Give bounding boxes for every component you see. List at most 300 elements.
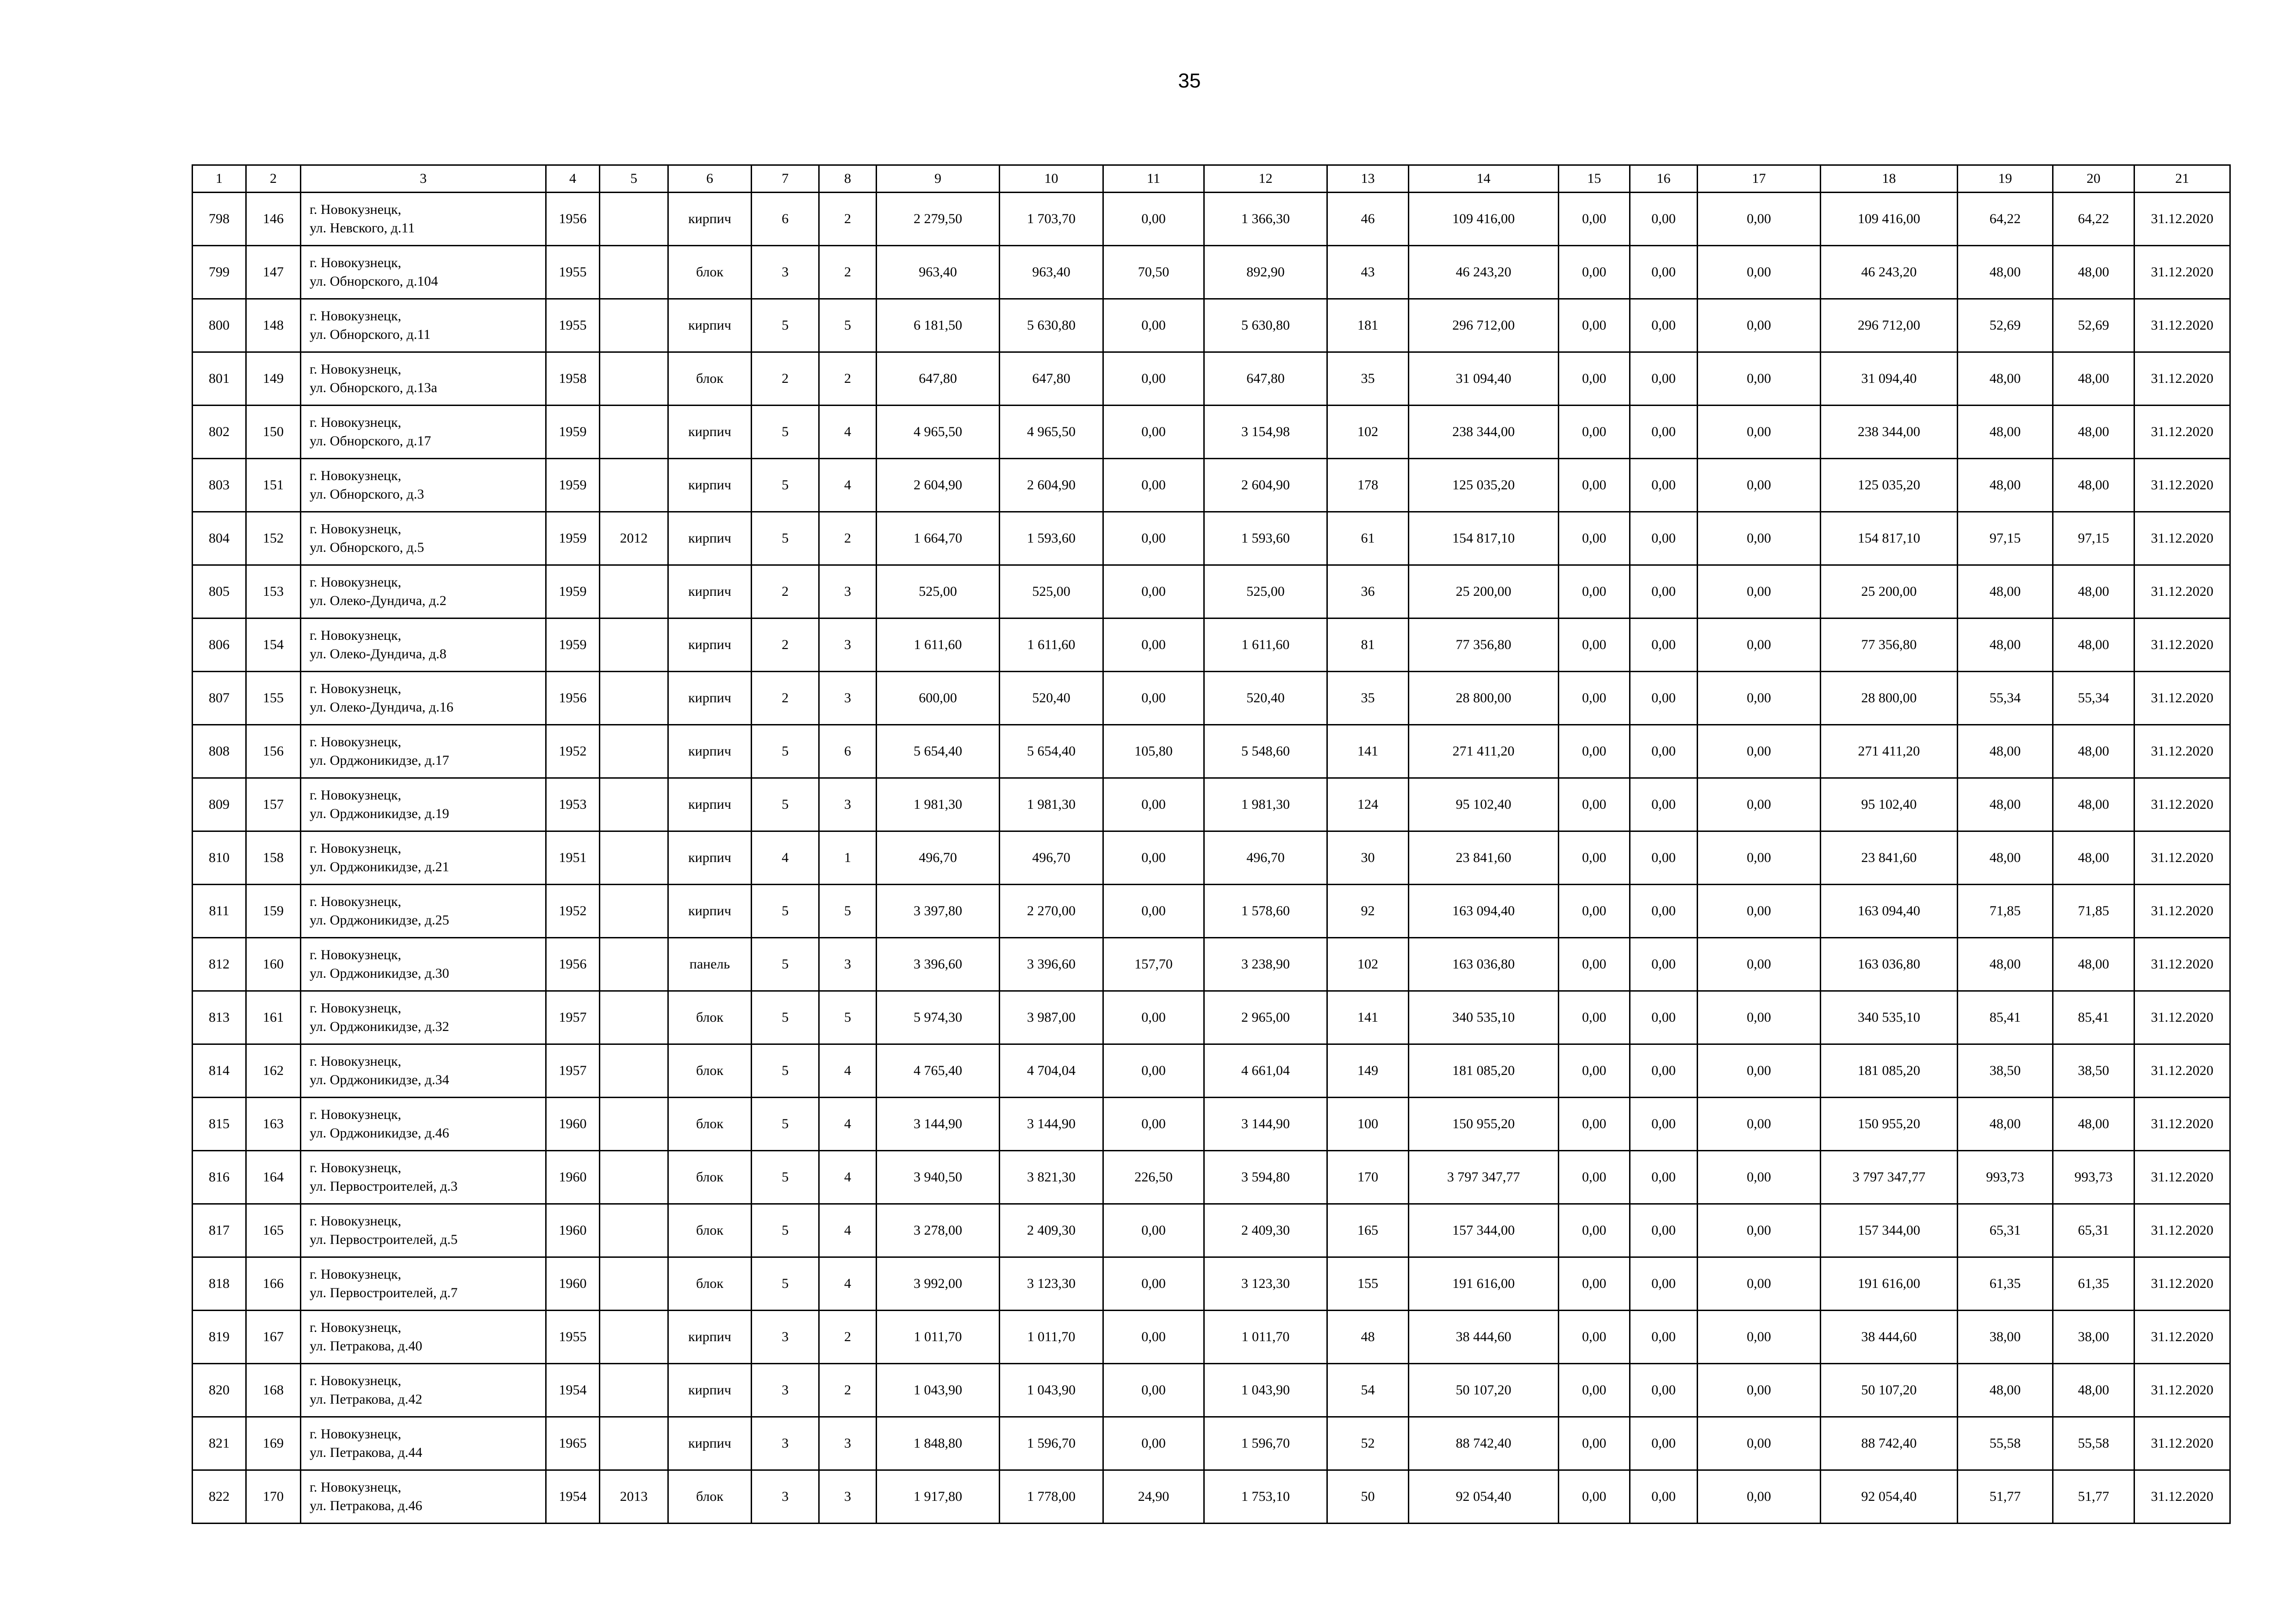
cell-c10: 496,70 <box>1000 831 1103 885</box>
column-header: 14 <box>1409 165 1559 193</box>
cell-date: 31.12.2020 <box>2134 1151 2230 1204</box>
cell-material: панель <box>668 938 752 991</box>
cell-c20: 48,00 <box>2053 459 2134 512</box>
cell-c10: 1 593,60 <box>1000 512 1103 565</box>
cell-date: 31.12.2020 <box>2134 1470 2230 1524</box>
cell-c14: 238 344,00 <box>1409 406 1559 459</box>
cell-c15: 0,00 <box>1559 1417 1630 1470</box>
cell-c13: 102 <box>1327 938 1409 991</box>
cell-k: 154 <box>246 618 301 672</box>
cell-date: 31.12.2020 <box>2134 938 2230 991</box>
cell-c14: 31 094,40 <box>1409 352 1559 406</box>
cell-c20: 48,00 <box>2053 1364 2134 1417</box>
column-header: 20 <box>2053 165 2134 193</box>
cell-repair: 2013 <box>600 1470 668 1524</box>
cell-c9: 963,40 <box>877 246 1000 299</box>
cell-c9: 3 940,50 <box>877 1151 1000 1204</box>
cell-floors: 3 <box>752 246 819 299</box>
cell-c12: 4 661,04 <box>1204 1044 1327 1098</box>
cell-year: 1959 <box>546 618 600 672</box>
cell-c20: 48,00 <box>2053 1098 2134 1151</box>
cell-c20: 48,00 <box>2053 778 2134 831</box>
cell-c9: 496,70 <box>877 831 1000 885</box>
cell-floors: 2 <box>752 618 819 672</box>
cell-c13: 52 <box>1327 1417 1409 1470</box>
cell-c13: 181 <box>1327 299 1409 352</box>
cell-c12: 647,80 <box>1204 352 1327 406</box>
cell-c13: 35 <box>1327 672 1409 725</box>
cell-c19: 65,31 <box>1958 1204 2053 1257</box>
address-cell <box>301 406 546 459</box>
cell-n: 806 <box>193 618 246 672</box>
cell-entrances: 3 <box>819 1417 877 1470</box>
cell-repair <box>600 299 668 352</box>
address-street: ул. Орджоникидзе, д.34 <box>310 1072 449 1087</box>
cell-c19: 55,58 <box>1958 1417 2053 1470</box>
cell-c15: 0,00 <box>1559 1204 1630 1257</box>
cell-c13: 170 <box>1327 1151 1409 1204</box>
cell-c11: 70,50 <box>1103 246 1204 299</box>
table-row <box>193 778 2230 831</box>
cell-c13: 46 <box>1327 193 1409 246</box>
cell-floors: 5 <box>752 459 819 512</box>
cell-year: 1960 <box>546 1257 600 1311</box>
cell-c17: 0,00 <box>1698 831 1821 885</box>
cell-material: кирпич <box>668 618 752 672</box>
cell-c20: 52,69 <box>2053 299 2134 352</box>
address-street: ул. Петракова, д.40 <box>310 1338 423 1354</box>
cell-c12: 1 011,70 <box>1204 1311 1327 1364</box>
cell-entrances: 4 <box>819 1098 877 1151</box>
cell-c9: 1 981,30 <box>877 778 1000 831</box>
cell-year: 1956 <box>546 193 600 246</box>
address-cell <box>301 1257 546 1311</box>
column-header: 8 <box>819 165 877 193</box>
cell-n: 810 <box>193 831 246 885</box>
cell-c10: 2 409,30 <box>1000 1204 1103 1257</box>
cell-c10: 4 704,04 <box>1000 1044 1103 1098</box>
address-street: ул. Орджоникидзе, д.25 <box>310 912 449 928</box>
header-row <box>193 165 2230 193</box>
cell-c16: 0,00 <box>1630 459 1698 512</box>
cell-material: кирпич <box>668 1417 752 1470</box>
cell-c12: 892,90 <box>1204 246 1327 299</box>
cell-c20: 55,34 <box>2053 672 2134 725</box>
cell-c18: 109 416,00 <box>1821 193 1958 246</box>
cell-year: 1958 <box>546 352 600 406</box>
cell-floors: 5 <box>752 1204 819 1257</box>
cell-c9: 4 765,40 <box>877 1044 1000 1098</box>
cell-c15: 0,00 <box>1559 1044 1630 1098</box>
cell-c12: 2 409,30 <box>1204 1204 1327 1257</box>
cell-c16: 0,00 <box>1630 991 1698 1044</box>
cell-date: 31.12.2020 <box>2134 512 2230 565</box>
cell-c10: 1 043,90 <box>1000 1364 1103 1417</box>
cell-c19: 38,00 <box>1958 1311 2053 1364</box>
column-header: 15 <box>1559 165 1630 193</box>
cell-c15: 0,00 <box>1559 565 1630 618</box>
cell-c11: 0,00 <box>1103 406 1204 459</box>
cell-c15: 0,00 <box>1559 352 1630 406</box>
column-header: 18 <box>1821 165 1958 193</box>
cell-c12: 496,70 <box>1204 831 1327 885</box>
cell-floors: 5 <box>752 778 819 831</box>
cell-c17: 0,00 <box>1698 778 1821 831</box>
cell-c12: 2 604,90 <box>1204 459 1327 512</box>
cell-c16: 0,00 <box>1630 352 1698 406</box>
cell-year: 1959 <box>546 565 600 618</box>
cell-k: 159 <box>246 885 301 938</box>
cell-date: 31.12.2020 <box>2134 1098 2230 1151</box>
cell-material: кирпич <box>668 512 752 565</box>
address-city: г. Новокузнецк, <box>310 681 402 696</box>
cell-n: 808 <box>193 725 246 778</box>
cell-c15: 0,00 <box>1559 725 1630 778</box>
cell-n: 809 <box>193 778 246 831</box>
housing-registry-table <box>192 164 2231 1524</box>
cell-repair <box>600 406 668 459</box>
address-cell <box>301 885 546 938</box>
cell-entrances: 3 <box>819 938 877 991</box>
cell-date: 31.12.2020 <box>2134 299 2230 352</box>
cell-c19: 52,69 <box>1958 299 2053 352</box>
cell-n: 805 <box>193 565 246 618</box>
address-cell <box>301 246 546 299</box>
cell-repair <box>600 938 668 991</box>
cell-k: 152 <box>246 512 301 565</box>
cell-c16: 0,00 <box>1630 565 1698 618</box>
cell-c12: 1 578,60 <box>1204 885 1327 938</box>
address-cell <box>301 193 546 246</box>
cell-c14: 3 797 347,77 <box>1409 1151 1559 1204</box>
cell-k: 164 <box>246 1151 301 1204</box>
cell-c17: 0,00 <box>1698 299 1821 352</box>
cell-floors: 5 <box>752 1151 819 1204</box>
cell-c10: 3 123,30 <box>1000 1257 1103 1311</box>
address-cell <box>301 459 546 512</box>
cell-repair <box>600 1044 668 1098</box>
address-cell <box>301 1098 546 1151</box>
cell-k: 146 <box>246 193 301 246</box>
cell-entrances: 2 <box>819 352 877 406</box>
cell-c15: 0,00 <box>1559 618 1630 672</box>
cell-k: 157 <box>246 778 301 831</box>
column-header: 9 <box>877 165 1000 193</box>
cell-c9: 647,80 <box>877 352 1000 406</box>
address-street: ул. Обнорского, д.3 <box>310 487 424 502</box>
cell-entrances: 2 <box>819 193 877 246</box>
cell-c17: 0,00 <box>1698 991 1821 1044</box>
cell-k: 166 <box>246 1257 301 1311</box>
cell-floors: 5 <box>752 1098 819 1151</box>
cell-c20: 97,15 <box>2053 512 2134 565</box>
cell-c12: 5 630,80 <box>1204 299 1327 352</box>
cell-c10: 647,80 <box>1000 352 1103 406</box>
cell-c9: 3 397,80 <box>877 885 1000 938</box>
cell-c17: 0,00 <box>1698 672 1821 725</box>
cell-c20: 38,50 <box>2053 1044 2134 1098</box>
cell-k: 156 <box>246 725 301 778</box>
cell-c16: 0,00 <box>1630 1364 1698 1417</box>
cell-material: блок <box>668 1151 752 1204</box>
cell-c10: 1 981,30 <box>1000 778 1103 831</box>
table-row <box>193 1470 2230 1524</box>
cell-c9: 5 974,30 <box>877 991 1000 1044</box>
cell-c13: 124 <box>1327 778 1409 831</box>
cell-c11: 0,00 <box>1103 885 1204 938</box>
cell-c15: 0,00 <box>1559 512 1630 565</box>
cell-year: 1955 <box>546 246 600 299</box>
cell-date: 31.12.2020 <box>2134 1417 2230 1470</box>
cell-c14: 50 107,20 <box>1409 1364 1559 1417</box>
cell-c19: 48,00 <box>1958 778 2053 831</box>
cell-material: кирпич <box>668 831 752 885</box>
cell-c14: 157 344,00 <box>1409 1204 1559 1257</box>
cell-c13: 92 <box>1327 885 1409 938</box>
cell-material: блок <box>668 1044 752 1098</box>
address-street: ул. Первостроителей, д.3 <box>310 1179 458 1194</box>
address-cell <box>301 1470 546 1524</box>
address-street: ул. Петракова, д.44 <box>310 1445 423 1460</box>
cell-c19: 61,35 <box>1958 1257 2053 1311</box>
cell-c10: 963,40 <box>1000 246 1103 299</box>
cell-n: 820 <box>193 1364 246 1417</box>
address-street: ул. Обнорского, д.104 <box>310 274 438 289</box>
cell-n: 817 <box>193 1204 246 1257</box>
address-city: г. Новокузнецк, <box>310 308 402 324</box>
cell-n: 819 <box>193 1311 246 1364</box>
table-row <box>193 938 2230 991</box>
cell-repair <box>600 352 668 406</box>
cell-material: блок <box>668 246 752 299</box>
cell-c11: 0,00 <box>1103 352 1204 406</box>
cell-date: 31.12.2020 <box>2134 672 2230 725</box>
cell-n: 802 <box>193 406 246 459</box>
cell-c11: 0,00 <box>1103 1098 1204 1151</box>
cell-c13: 155 <box>1327 1257 1409 1311</box>
cell-c12: 3 123,30 <box>1204 1257 1327 1311</box>
cell-c18: 271 411,20 <box>1821 725 1958 778</box>
cell-c9: 3 278,00 <box>877 1204 1000 1257</box>
cell-c16: 0,00 <box>1630 193 1698 246</box>
cell-floors: 5 <box>752 512 819 565</box>
table-body <box>193 193 2230 1524</box>
cell-c13: 48 <box>1327 1311 1409 1364</box>
cell-c14: 23 841,60 <box>1409 831 1559 885</box>
address-city: г. Новокузнецк, <box>310 787 402 803</box>
cell-floors: 3 <box>752 1311 819 1364</box>
cell-c11: 0,00 <box>1103 512 1204 565</box>
cell-c13: 35 <box>1327 352 1409 406</box>
cell-c19: 48,00 <box>1958 459 2053 512</box>
cell-c13: 165 <box>1327 1204 1409 1257</box>
cell-c19: 64,22 <box>1958 193 2053 246</box>
cell-k: 165 <box>246 1204 301 1257</box>
cell-c16: 0,00 <box>1630 299 1698 352</box>
table-row <box>193 565 2230 618</box>
cell-floors: 6 <box>752 193 819 246</box>
cell-material: кирпич <box>668 1364 752 1417</box>
cell-c13: 141 <box>1327 725 1409 778</box>
cell-c17: 0,00 <box>1698 1257 1821 1311</box>
cell-c15: 0,00 <box>1559 406 1630 459</box>
column-header: 5 <box>600 165 668 193</box>
cell-c18: 191 616,00 <box>1821 1257 1958 1311</box>
cell-c18: 340 535,10 <box>1821 991 1958 1044</box>
address-city: г. Новокузнецк, <box>310 894 402 909</box>
cell-c15: 0,00 <box>1559 1311 1630 1364</box>
cell-n: 799 <box>193 246 246 299</box>
cell-c18: 163 036,80 <box>1821 938 1958 991</box>
cell-repair <box>600 991 668 1044</box>
cell-c14: 125 035,20 <box>1409 459 1559 512</box>
address-city: г. Новокузнецк, <box>310 468 402 483</box>
cell-material: кирпич <box>668 406 752 459</box>
cell-c16: 0,00 <box>1630 246 1698 299</box>
cell-c18: 296 712,00 <box>1821 299 1958 352</box>
cell-c9: 3 992,00 <box>877 1257 1000 1311</box>
cell-k: 148 <box>246 299 301 352</box>
cell-c18: 150 955,20 <box>1821 1098 1958 1151</box>
cell-year: 1959 <box>546 406 600 459</box>
cell-k: 151 <box>246 459 301 512</box>
cell-c19: 97,15 <box>1958 512 2053 565</box>
cell-c11: 0,00 <box>1103 618 1204 672</box>
cell-year: 1951 <box>546 831 600 885</box>
cell-floors: 5 <box>752 885 819 938</box>
cell-c14: 109 416,00 <box>1409 193 1559 246</box>
cell-c15: 0,00 <box>1559 1098 1630 1151</box>
cell-c16: 0,00 <box>1630 1044 1698 1098</box>
cell-repair: 2012 <box>600 512 668 565</box>
cell-c10: 2 604,90 <box>1000 459 1103 512</box>
address-street: ул. Первостроителей, д.7 <box>310 1285 458 1300</box>
cell-material: блок <box>668 352 752 406</box>
cell-floors: 2 <box>752 672 819 725</box>
cell-c19: 48,00 <box>1958 406 2053 459</box>
cell-c16: 0,00 <box>1630 618 1698 672</box>
column-header: 12 <box>1204 165 1327 193</box>
address-city: г. Новокузнецк, <box>310 1107 402 1122</box>
cell-entrances: 3 <box>819 1470 877 1524</box>
address-city: г. Новокузнецк, <box>310 415 402 430</box>
cell-c14: 271 411,20 <box>1409 725 1559 778</box>
cell-entrances: 5 <box>819 991 877 1044</box>
address-city: г. Новокузнецк, <box>310 521 402 537</box>
cell-c20: 48,00 <box>2053 352 2134 406</box>
address-city: г. Новокузнецк, <box>310 575 402 590</box>
address-street: ул. Петракова, д.46 <box>310 1498 423 1513</box>
cell-c17: 0,00 <box>1698 406 1821 459</box>
cell-c16: 0,00 <box>1630 512 1698 565</box>
address-street: ул. Орджоникидзе, д.30 <box>310 966 449 981</box>
cell-c10: 1 778,00 <box>1000 1470 1103 1524</box>
table-row <box>193 885 2230 938</box>
cell-c15: 0,00 <box>1559 1151 1630 1204</box>
cell-c18: 77 356,80 <box>1821 618 1958 672</box>
cell-c15: 0,00 <box>1559 938 1630 991</box>
cell-c13: 36 <box>1327 565 1409 618</box>
table-row <box>193 1098 2230 1151</box>
cell-c12: 525,00 <box>1204 565 1327 618</box>
cell-c13: 54 <box>1327 1364 1409 1417</box>
address-street: ул. Олеко-Дундича, д.8 <box>310 646 447 662</box>
cell-c19: 48,00 <box>1958 352 2053 406</box>
cell-c9: 5 654,40 <box>877 725 1000 778</box>
address-city: г. Новокузнецк, <box>310 362 402 377</box>
cell-c17: 0,00 <box>1698 1311 1821 1364</box>
cell-repair <box>600 1257 668 1311</box>
cell-c17: 0,00 <box>1698 1151 1821 1204</box>
cell-year: 1960 <box>546 1204 600 1257</box>
cell-entrances: 2 <box>819 1311 877 1364</box>
cell-c11: 0,00 <box>1103 1257 1204 1311</box>
cell-n: 801 <box>193 352 246 406</box>
address-city: г. Новокузнецк, <box>310 1213 402 1229</box>
cell-c16: 0,00 <box>1630 1151 1698 1204</box>
table-row <box>193 1311 2230 1364</box>
address-street: ул. Орджоникидзе, д.19 <box>310 806 449 821</box>
table-row <box>193 1417 2230 1470</box>
cell-c13: 30 <box>1327 831 1409 885</box>
cell-c17: 0,00 <box>1698 1204 1821 1257</box>
cell-c17: 0,00 <box>1698 512 1821 565</box>
cell-c11: 226,50 <box>1103 1151 1204 1204</box>
cell-date: 31.12.2020 <box>2134 1364 2230 1417</box>
table-row <box>193 618 2230 672</box>
cell-material: блок <box>668 1470 752 1524</box>
cell-c20: 993,73 <box>2053 1151 2134 1204</box>
cell-c20: 38,00 <box>2053 1311 2134 1364</box>
cell-c10: 5 654,40 <box>1000 725 1103 778</box>
cell-k: 155 <box>246 672 301 725</box>
cell-date: 31.12.2020 <box>2134 193 2230 246</box>
cell-c18: 95 102,40 <box>1821 778 1958 831</box>
cell-c19: 48,00 <box>1958 725 2053 778</box>
cell-c10: 5 630,80 <box>1000 299 1103 352</box>
cell-material: кирпич <box>668 1311 752 1364</box>
address-street: ул. Обнорского, д.17 <box>310 433 431 449</box>
cell-n: 813 <box>193 991 246 1044</box>
data-table-container <box>192 164 2229 1524</box>
cell-c16: 0,00 <box>1630 938 1698 991</box>
cell-c10: 3 821,30 <box>1000 1151 1103 1204</box>
cell-c19: 48,00 <box>1958 938 2053 991</box>
cell-n: 798 <box>193 193 246 246</box>
cell-material: блок <box>668 1204 752 1257</box>
cell-c17: 0,00 <box>1698 193 1821 246</box>
cell-c16: 0,00 <box>1630 1257 1698 1311</box>
cell-floors: 3 <box>752 1470 819 1524</box>
address-cell <box>301 991 546 1044</box>
cell-c9: 2 279,50 <box>877 193 1000 246</box>
cell-entrances: 4 <box>819 459 877 512</box>
cell-c15: 0,00 <box>1559 246 1630 299</box>
cell-n: 807 <box>193 672 246 725</box>
cell-repair <box>600 1151 668 1204</box>
address-street: ул. Орджоникидзе, д.21 <box>310 859 449 874</box>
table-row <box>193 672 2230 725</box>
cell-floors: 3 <box>752 1364 819 1417</box>
cell-c11: 0,00 <box>1103 778 1204 831</box>
cell-c13: 81 <box>1327 618 1409 672</box>
cell-c19: 48,00 <box>1958 246 2053 299</box>
cell-n: 818 <box>193 1257 246 1311</box>
address-cell <box>301 1204 546 1257</box>
cell-k: 167 <box>246 1311 301 1364</box>
cell-material: блок <box>668 1098 752 1151</box>
column-header: 11 <box>1103 165 1204 193</box>
